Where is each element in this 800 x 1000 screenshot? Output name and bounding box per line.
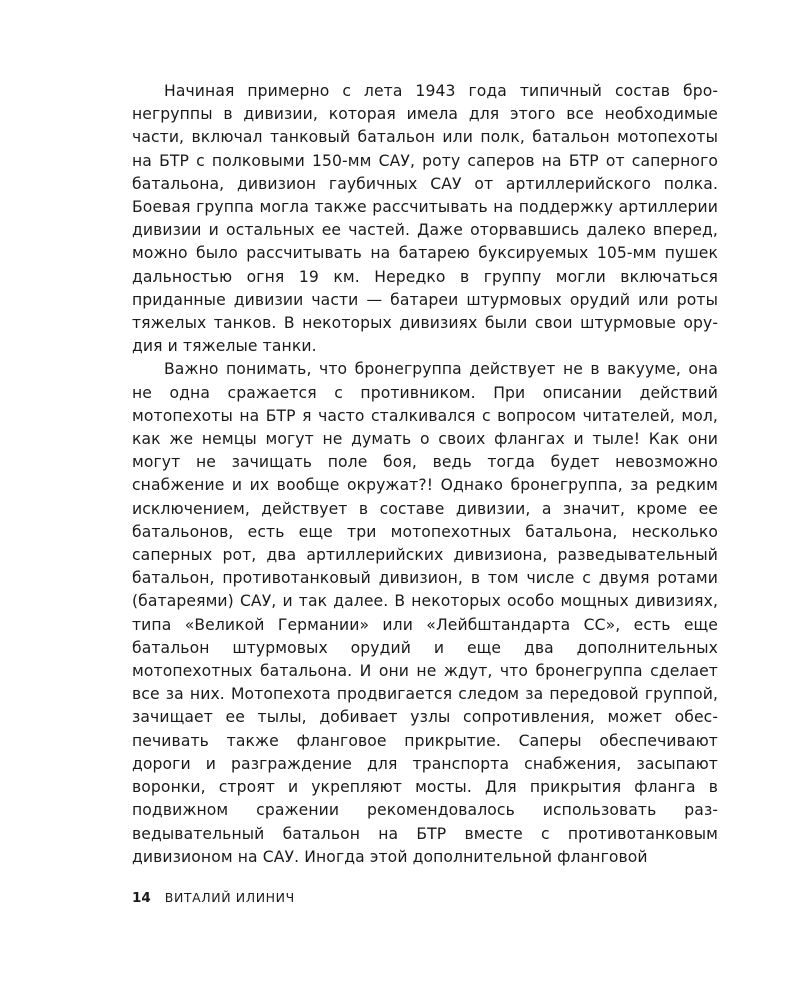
- page-number: 14: [132, 890, 151, 906]
- running-head-author: ВИТАЛИЙ ИЛИНИЧ: [164, 890, 295, 905]
- paragraph-1: Начиная примерно с лета 1943 года типичный состав бронегруппы в дивизии, которая имела для этого все необходимые части, включал танковый батальон или полк, батальон мотопехоты на БТР с полковыми 150-мм САУ, роту саперов на БТР от саперного батальона, дивизион гаубичных САУ от артиллерийского полка. Боевая группа могла также рассчитывать на поддержку артиллерии дивизии и остальных ее частей. Даже оторвавшись далеко вперед, можно было рассчитывать на батарею буксируемых 105-мм пушек дальностью огня 19 км. Нередко в группу могли включаться приданные дивизии части — батареи штурмовых орудий или роты тяжелых танков. В некоторых дивизиях были свои штурмовые орудия и тяжелые танки.: [132, 82, 718, 356]
- page-footer: [132, 890, 295, 906]
- paragraph-2: Важно понимать, что бронегруппа действует не в вакууме, она не одна сражается с противником. При описании действий мотопехоты на БТР я часто сталкивался с вопросом читателей, мол, как же немцы могут не думать о своих флангах и тыле! Как они могут не зачищать поле боя, ведь тогда будет невозможно снабжение и их вообще окружат?! Однако бронегруппа, за редким исключением, действует в составе дивизии, а значит, кроме ее батальонов, есть еще три мотопехотных батальона, несколько саперных рот, два артиллерийских дивизиона, разведывательный батальон, противотанковый дивизион, в том числе с двумя ротами (батареями) САУ, и так далее. В некоторых особо мощных дивизиях, типа «Великой Германии» или «Лейбштандарта СС», есть еще батальон штурмовых орудий и еще два дополнительных мотопехотных батальона. И они не ждут, что бронегруппа сделает все за них. Мотопехота продвигается следом за передовой группой, зачищает ее тылы, добивает узлы сопротивления, может обеспечивать также фланговое прикрытие. Саперы обеспечивают дороги и разграждение для транспорта снабжения, засыпают воронки, строят и укрепляют мосты. Для прикрытия фланга в подвижном сражении рекомендовалось использовать разведывательный батальон на БТР вместе с противотанковым дивизионом на САУ. Иногда этой дополнительной фланговой: [132, 360, 718, 866]
- body-text: [132, 80, 718, 869]
